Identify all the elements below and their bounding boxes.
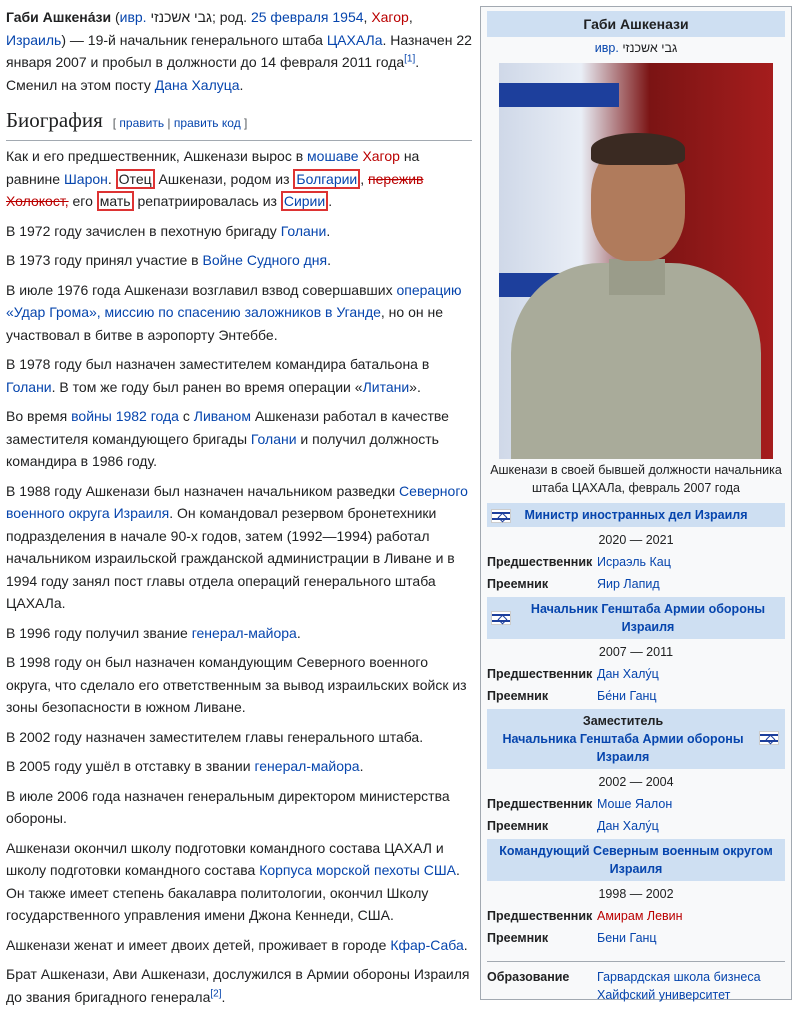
struck-text: пережив Холокост, [6,170,424,209]
marine-corps-link[interactable]: Корпуса морской пехоты США [259,862,457,878]
reference-1-link[interactable]: [1] [404,53,416,65]
section-heading-biography: Биография [ править | править код ] [6,106,472,141]
paragraph-12: В июле 2006 года назначен генеральным директором министерства обороны. [6,787,450,826]
photo-caption: Ашкенази в своей бывшей должности начальника штаба ЦАХАЛа, февраль 2007 года [490,463,782,495]
yom-kippur-war-link[interactable]: Войне Судного дня [202,252,328,268]
edit-source-link[interactable]: править код [173,116,241,130]
infobox-post-1 [481,597,791,705]
portrait-hair [591,133,685,165]
education-row: Образование Гарвардская школа бизнеса Хайфский университет [487,961,785,1004]
infobox-post-3 [481,839,791,947]
israel-flag-icon [759,731,779,745]
paragraph-5: В 1978 году был назначен заместителем командира батальона в Голани. В том же году был ранен во время операции «Литани». [6,356,430,395]
successor-row: Преемник Яир Лапид [487,575,785,593]
post-years: 1998 — 2002 [598,887,674,901]
infobox [480,6,792,1000]
paragraph-8: В 1996 году получил звание генерал-майора. [6,624,301,641]
portrait-collar [609,259,665,295]
intro-paragraph: Габи Ашкена́зи (ивр. גבי אשכנזי; род. 25 февраля 1954, Хагор, Израиль) — 19-й начальник генерального штаба ЦАХАЛа. Назначен 22 января 2007 и пробыл в должности до 14 февраля 2011 года[1]. Сменил на этом посту Дана Халуца. [6,9,472,93]
successor-link[interactable]: Дан Халу́ц [597,819,659,833]
successor-row: Преемник Дан Халу́ц [487,817,785,835]
predecessor-link[interactable]: Амирам Левин [597,909,683,923]
successor-row: Преемник Бени Ганц [487,929,785,947]
syria-link[interactable]: Сирии [281,191,328,211]
paragraph-14: Ашкенази женат и имеет двоих детей, проживает в городе Кфар-Саба. [6,936,468,953]
successor-link[interactable]: Яир Лапид [597,577,660,591]
post-title-link[interactable]: Министр иностранных дел Израиля [524,508,748,522]
israel-flag-icon [491,509,511,523]
hebrew-language-link[interactable]: ивр. [119,9,147,25]
paragraph-10: В 2002 году назначен заместителем главы генерального штаба. [6,728,424,745]
moshav-link[interactable]: мошаве [307,148,359,164]
flag-stripe [499,83,619,107]
northern-district-link[interactable]: Северного военного округа Израиля [6,482,468,521]
hebrew-language-link[interactable]: ивр. [594,41,619,55]
predecessor-link[interactable]: Исраэль Кац [597,555,671,569]
litani-link[interactable]: Литани [362,378,410,395]
predecessor-row: Предшественник Амирам Левин [487,907,785,925]
paragraph-15: Брат Ашкенази, Ави Ашкенази, дослужился в Армии обороны Израиля до звания бригадного генерала[2]. [6,966,470,1005]
paragraph-13: Ашкенази окончил школу подготовки командного состава ЦАХАЛ и школу подготовки командного состава Корпуса морской пехоты США. Он также имеет степень бакалавра политологии, окончил Школу государственного управления имени Джона Кеннеди, США. [6,839,460,923]
predecessor-row: Предшественник Исраэль Кац [487,553,785,571]
education-link-haifa[interactable]: Хайфский университет [597,988,731,1002]
golani-link[interactable]: Голани [280,222,327,239]
portrait-photo[interactable] [499,63,773,459]
reference-2-link[interactable]: [2] [210,987,222,999]
kfar-saba-link[interactable]: Кфар-Саба [390,936,464,953]
birth-date-link[interactable]: 25 февраля 1954 [250,9,364,25]
post-title-bar [487,839,785,881]
successor-link[interactable]: Дана Халуца [154,76,240,93]
successor-link[interactable]: Бе́ни Ганц [597,689,657,703]
hagor-link[interactable]: Хагор [362,148,400,164]
article-subject-name: Габи Ашкена́зи [6,9,112,25]
operation-link[interactable]: операцию «Удар Грома», миссию по спасению заложников в Уганде [6,281,462,320]
post-title-bar [487,503,785,527]
post-title-bar [487,597,785,639]
highlight-father: Отец [116,169,155,189]
paragraph-6: Во время войны 1982 года с Ливаном Ашкенази работал в качестве заместителя командующего бригады Голани и получил должность командира в 1986 году. [6,408,449,469]
sharon-link[interactable]: Шарон [63,170,108,187]
israel-flag-icon [491,611,511,625]
education-link-harvard[interactable]: Гарвардская школа бизнеса [597,970,761,984]
post-title-link[interactable]: Начальник Генштаба Армии обороны Израиля [530,602,766,634]
paragraph-4: В июле 1976 года Ашкенази возглавил взвод совершавших операцию «Удар Грома», миссию по спасению заложников в Уганде, но он не участвовал в битве в аэропорту Энтеббе. [6,281,462,343]
golani-link[interactable]: Голани [6,378,52,395]
section-edit-links: [ править | править код ] [112,116,248,130]
paragraph-1: Как и его предшественник, Ашкенази вырос в мошаве Хагор на равнине Шарон. Отец Ашкенази, родом из Болгарии , пережив Холокост, его мать репатриировалась из Сирии . [6,148,424,209]
highlight-mother: мать [97,191,134,211]
successor-link[interactable]: Бени Ганц [597,931,657,945]
post-title-link[interactable]: Начальника Генштаба Армии обороны Израиля [502,732,744,764]
paragraph-7: В 1988 году Ашкенази был назначен начальником разведки Северного военного округа Израиля. Он командовал резервом бронетехники подразделения в начале 90-х годов, затем (1992—1994) работал начальником израильской гражданской администрации в Ливане и в 1994 году занял пост главы отдела операций генерального штаба ЦАХАЛа. [6,482,468,611]
edit-section-link[interactable]: править [119,116,165,130]
successor-row: Преемник Бе́ни Ганц [487,687,785,705]
birth-place-link[interactable]: Хагор [371,9,409,25]
infobox-post-0 [481,503,791,593]
tsahal-link[interactable]: ЦАХАЛа [326,31,383,48]
major-general-link[interactable]: генерал-майора [191,624,297,641]
infobox-hebrew-name: ивр. גבי אשכנזי [594,41,678,55]
major-general-link[interactable]: генерал-майора [254,758,360,774]
predecessor-row: Предшественник Дан Халу́ц [487,665,785,683]
country-link[interactable]: Израиль [6,31,62,48]
paragraph-9: В 1998 году он был назначен командующим Северного военного округа, что сделало его ответственным за вывод израильских войск из зоны безопасности в южном Ливане. [6,654,467,715]
post-years: 2002 — 2004 [598,775,674,789]
predecessor-link[interactable]: Моше Яалон [597,797,673,811]
paragraph-3: В 1973 году принял участие в Войне Судного дня. [6,252,332,268]
paragraph-11: В 2005 году ушёл в отставку в звании генерал-майора. [6,758,364,774]
war-1982-link[interactable]: войны 1982 года [71,408,179,424]
post-years: 2020 — 2021 [598,533,674,547]
post-title-bar: Заместитель Начальника Генштаба Армии обороны Израиля [487,709,785,769]
golani-link[interactable]: Голани [250,430,297,447]
infobox-title: Габи Ашкенази [487,11,785,37]
post-title-link[interactable]: Командующий Северным военным округом Израиля [499,844,773,876]
infobox-post-2 [481,709,791,835]
bulgaria-link[interactable]: Болгарии [293,169,360,189]
post-years: 2007 — 2011 [598,645,674,659]
paragraph-2: В 1972 году зачислен в пехотную бригаду Голани. [6,222,331,239]
predecessor-link[interactable]: Дан Халу́ц [597,667,659,681]
article-body [6,6,472,1015]
predecessor-row: Предшественник Моше Яалон [487,795,785,813]
lebanon-link[interactable]: Ливаном [193,408,251,424]
